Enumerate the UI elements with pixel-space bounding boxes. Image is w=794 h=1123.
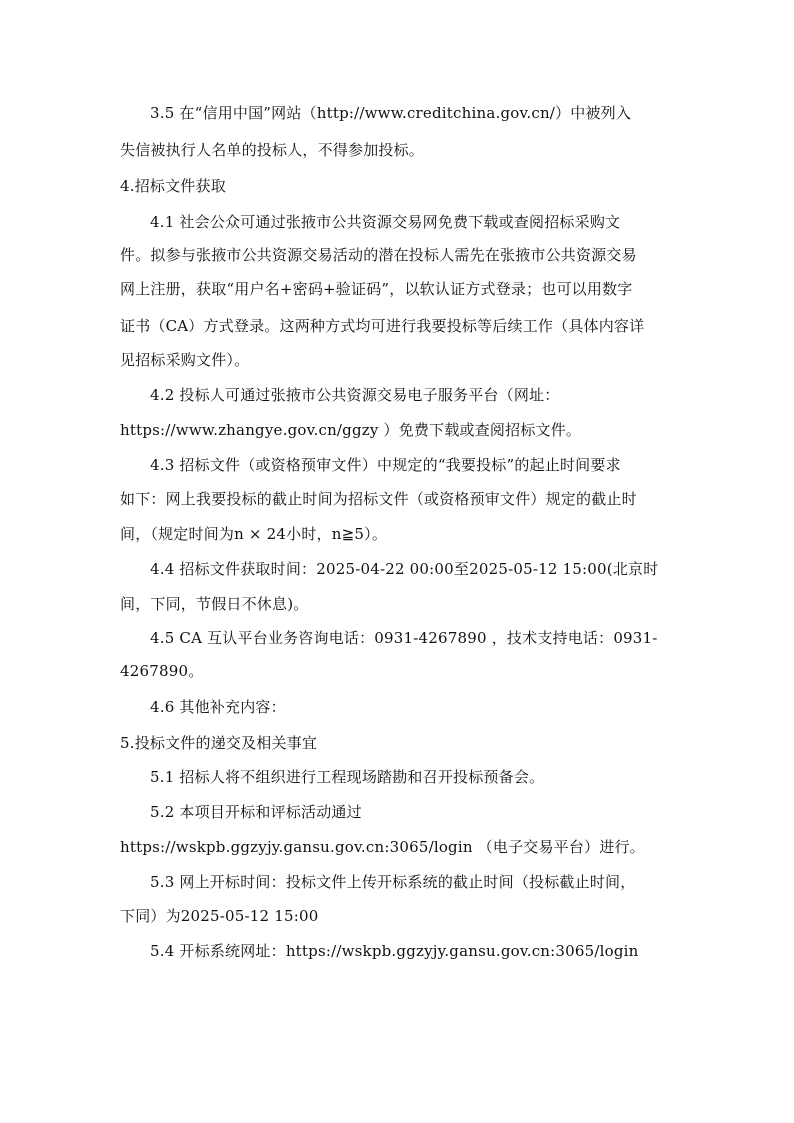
- text-line-4-2-cont: https://www.zhangye.gov.cn/ggzy ）免费下载或查阅招标文件。: [120, 421, 582, 439]
- text-line-4-1-cont-3: 证书（CA）方式登录。这两种方式均可进行我要投标等后续工作（具体内容详: [120, 317, 645, 335]
- text-line-4-2: 4.2 投标人可通过张掖市公共资源交易电子服务平台（网址：: [150, 386, 560, 404]
- section-heading-5: 5.投标文件的递交及相关事宜: [120, 734, 318, 752]
- text-line-5-4: 5.4 开标系统网址：https://wskpb.ggzyjy.gansu.gov.cn:3065/login: [150, 942, 639, 960]
- text-line-4-3-cont-2: 间，（规定时间为n × 24小时，n≧5）。: [120, 525, 388, 543]
- text-line-4-1-cont-1: 件。拟参与张掖市公共资源交易活动的潜在投标人需先在张掖市公共资源交易: [120, 246, 637, 264]
- text-line-4-4-cont: 间，下同，节假日不休息)。: [120, 595, 309, 613]
- text-line-4-6: 4.6 其他补充内容：: [150, 698, 286, 716]
- text-line-3-5-cont: 失信被执行人名单的投标人，不得参加投标。: [120, 141, 425, 159]
- text-line-5-2: 5.2 本项目开标和评标活动通过: [150, 803, 362, 821]
- text-line-4-1-cont-2: 网上注册，获取“用户名+密码+验证码”，以软认证方式登录；也可以用数字: [120, 280, 633, 298]
- text-line-4-4: 4.4 招标文件获取时间：2025-04-22 00:00至2025-05-12 15:00(北京时: [150, 560, 659, 578]
- text-line-5-2-cont: https://wskpb.ggzyjy.gansu.gov.cn:3065/login （电子交易平台）进行。: [120, 838, 645, 856]
- text-line-3-5: 3.5 在“信用中国”网站（http://www.creditchina.gov.cn/）中被列入: [150, 104, 632, 122]
- section-heading-4: 4.招标文件获取: [120, 177, 226, 195]
- text-line-4-3-cont-1: 如下：网上我要投标的截止时间为招标文件（或资格预审文件）规定的截止时: [120, 490, 637, 508]
- text-line-5-3: 5.3 网上开标时间：投标文件上传开标系统的截止时间（投标截止时间，: [150, 873, 636, 891]
- text-line-5-1: 5.1 招标人将不组织进行工程现场踏勘和召开投标预备会。: [150, 768, 545, 786]
- text-line-4-3: 4.3 招标文件（或资格预审文件）中规定的“我要投标”的起止时间要求: [150, 456, 621, 474]
- text-line-4-1-cont-4: 见招标采购文件）。: [120, 351, 250, 369]
- text-line-4-5-cont: 4267890。: [120, 662, 204, 680]
- text-line-5-3-cont: 下同）为2025-05-12 15:00: [120, 907, 319, 925]
- text-line-4-5: 4.5 CA 互认平台业务咨询电话：0931-4267890 ，技术支持电话：0931-: [150, 629, 658, 647]
- text-line-4-1: 4.1 社会公众可通过张掖市公共资源交易网免费下载或查阅招标采购文: [150, 213, 621, 231]
